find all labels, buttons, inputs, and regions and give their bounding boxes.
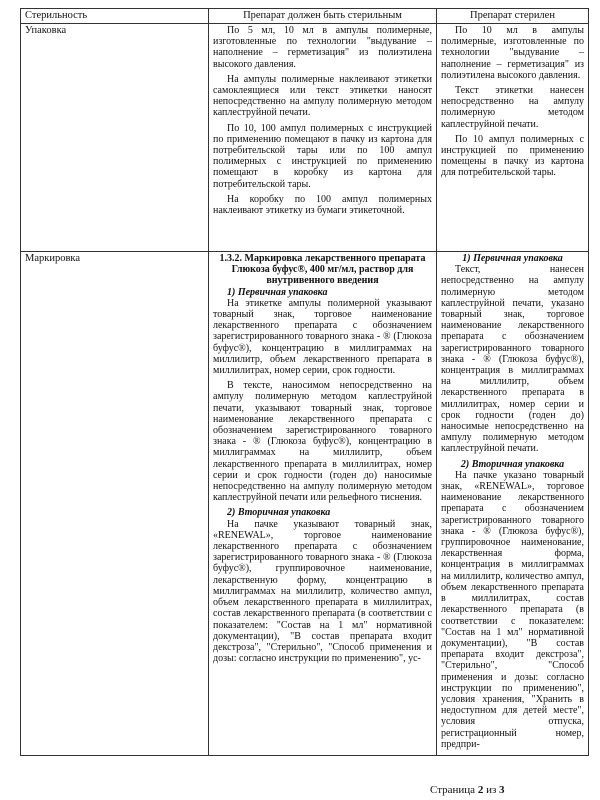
table-row-packaging: [21, 24, 589, 252]
paragraph: Текст этикетки нанесен непосредственно на ампулу полимерную методом каплеструйной печати.: [441, 85, 584, 130]
marking-actual-cell: [437, 252, 589, 756]
secondary-packaging-heading: 2) Вторичная упаковка: [227, 507, 331, 519]
product-line: Глюкоза буфус®, 400 мг/мл, раствор для внутривенного введения: [231, 264, 414, 287]
header-actual: Препарат стерилен: [437, 9, 589, 24]
paragraph: На этикетке ампулы полимерной указывают товарный знак, торговое наименование лекарственного препарата с обозначением зарегистрированного товарного знака - ® (Глюкоза буфус®), концентрацию в миллиграммах на миллилитр, объем лекарственного препарата в миллилитрах, номер серии, срок годности.: [213, 297, 432, 377]
row-label-marking: Маркировка: [21, 252, 209, 756]
page-label: Страница: [430, 784, 476, 796]
specification-table: [20, 8, 589, 756]
packaging-actual-cell: [437, 24, 589, 252]
page-footer: [430, 784, 505, 796]
page-number: 2: [477, 784, 484, 796]
secondary-packaging-heading: 2) Вторичная упаковка: [460, 458, 565, 470]
header-sterility: Стерильность: [21, 9, 209, 24]
table-row-marking: [21, 252, 589, 756]
marking-required-cell: [209, 252, 437, 756]
section-title: 1.3.2. Маркировка лекарственного препарата: [219, 253, 426, 264]
page-total: 3: [499, 784, 505, 796]
paragraph: По 5 мл, 10 мл в ампулы полимерные, изготовленные по технологии "выдувание – наполнение – герметизация" из полиэтилена высокого давления.: [213, 25, 432, 70]
paragraph: На ампулы полимерные наклеивают этикетки самоклеящиеся или текст этикетки наносят непосредственно на ампулу полимерную методом каплеструйной печати.: [213, 73, 432, 119]
primary-packaging-heading: 1) Первичная упаковка: [462, 253, 563, 264]
row-label-packaging: Упаковка: [21, 24, 209, 252]
paragraph: По 10 ампул полимерных с инструкцией по применению помещены в пачку из картона для потребительской тары.: [441, 133, 584, 179]
header-required: Препарат должен быть стерильным: [209, 9, 437, 24]
header-row: [21, 9, 589, 24]
paragraph: На коробку по 100 ампул полимерных наклеивают этикетку из бумаги этикеточной.: [213, 193, 432, 217]
paragraph: В тексте, наносимом непосредственно на ампулу полимерную методом каплеструйной печати, указывают товарный знак, торговое наименование лекарственного препарата с обозначением зарегистрированного товарного знака - ® (Глюкоза буфус®), концентрацию в миллиграммах на миллилитр, объем лекарственного препарата в миллилитрах, номер серии и срок годности (годен до) наносимые непосредственно на ампулу полимерную методом каплеструйной печати или рельефного тиснения.: [213, 380, 432, 504]
paragraph: Текст, нанесен непосредственно на ампулу полимерную методом каплеструйной печати, указано товарный знак, торговое наименование лекарственного препарата с обозначением зарегистрированного товарного знака - ® (Глюкоза буфус®), концентрация в миллиграммах на миллилитр, объем лекарственного препарата в миллилитрах, номер серии и срок годности (годен до) наносимые непосредственно на ампулу полимерную методом каплеструйной печати.: [441, 264, 584, 455]
paragraph: На пачке указано товарный знак, «RENEWAL», торговое наименование лекарственного препарата с обозначением зарегистрированного товарного знака - ® (Глюкоза буфус®), группировочное наименование, лекарственная форма, концентрация в миллиграммах на миллилитр, количество ампул, объем лекарственного препарата в миллилитрах, состав лекарственного препарата (в соответствии с показателем: "Состав на 1 мл" нормативной документации), "В состав препарата входит декстроза", "Стерильно", "Способ применения и дозы: согласно инструкции по применению", условия хранения, "Хранить в недоступном для детей месте", условия отпуска, регистрационный номер, предпри-: [441, 469, 584, 750]
page-of: из: [486, 784, 497, 796]
paragraph: По 10, 100 ампул полимерных с инструкцией по применению помещают в пачку из картона для потребительской тары или по 100 ампул полимерных с инструкцией по применению помещают в коробку из картона для потребительской тары.: [213, 122, 432, 190]
packaging-required-cell: [209, 24, 437, 252]
paragraph: На пачке указывают товарный знак, «RENEWAL», торговое наименование лекарственного препарата с обозначением зарегистрированного товарного знака - ® (Глюкоза буфус®), группировочное наименование, лекарственную форму, концентрацию в миллиграммах на миллилитр, количество ампул, объем лекарственного препарата в миллилитрах, состав лекарственного препарата (в соответствии с показателем: "Состав на 1 мл" нормативной документации), "В состав препарата входит декстроза", "Стерильно", "Способ применения и дозы: согласно инструкции по применению", ус-: [213, 518, 432, 665]
primary-packaging-heading: 1) Первичная упаковка: [227, 286, 328, 298]
paragraph: По 10 мл в ампулы полимерные, изготовленные по технологии "выдувание – наполнение – герметизация" из полиэтилена высокого давления.: [441, 25, 584, 81]
